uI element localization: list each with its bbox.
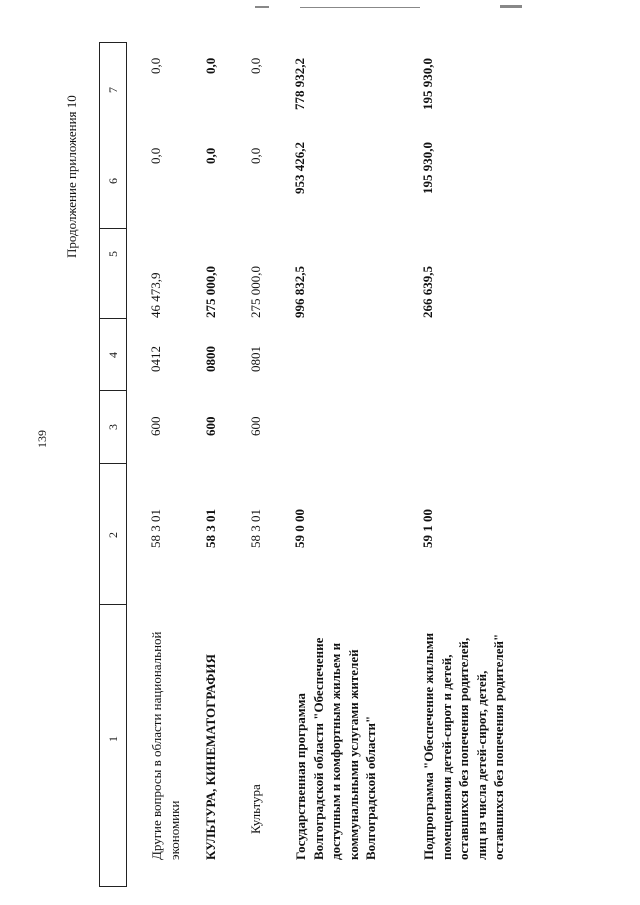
cell-vr: 600 [248, 416, 263, 436]
column-header: 7 [106, 87, 120, 93]
cell-code: 58 3 01 [203, 509, 218, 548]
column-header: 6 [106, 178, 120, 184]
column-header: 4 [106, 352, 120, 358]
cell-sum-2014: 275 000,0 [203, 266, 218, 318]
column-divider [99, 604, 127, 605]
column-divider [99, 228, 127, 229]
cell-rz: 0801 [248, 346, 263, 372]
cell-code: 59 1 00 [420, 509, 435, 548]
cell-code: 58 3 01 [148, 509, 163, 548]
cell-vr: 600 [203, 416, 218, 436]
scan-artifact [300, 7, 420, 8]
cell-sum-2014: 275 000,0 [248, 266, 263, 318]
column-divider [99, 390, 127, 391]
row-name: Государственная программа Волгоградской области "Обеспечение доступным и комфортным жильем и коммунальными услугами жителей Волгоградской области" [293, 637, 378, 860]
cell-sum-2014: 46 473,9 [148, 272, 163, 318]
cell-rz: 0412 [148, 346, 163, 372]
table-border-bottom [99, 886, 127, 887]
table-border-top [99, 42, 127, 43]
cell-sum-2015: 953 426,2 [292, 142, 307, 194]
cell-sum-2015: 0,0 [203, 147, 218, 164]
cell-sum-2015: 0,0 [148, 147, 163, 164]
row-name: Подпрограмма "Обеспечение жилыми помещениями детей-сирот и детей, оставшихся без попечения родителей, лиц из числа детей-сирот, детей, оставшихся без попечения родителей" [421, 632, 506, 860]
table-border-left [99, 42, 100, 887]
cell-sum-2015: 0,0 [248, 147, 263, 164]
cell-sum-2016: 0,0 [148, 57, 163, 74]
table-header-border [126, 42, 127, 887]
page-subtitle: Продолжение приложения 10 [64, 95, 79, 258]
cell-rz: 0800 [203, 346, 218, 372]
column-header: 2 [106, 532, 120, 538]
cell-vr: 600 [148, 416, 163, 436]
page-number: 139 [35, 430, 49, 448]
cell-sum-2014: 266 639,5 [420, 266, 435, 318]
cell-sum-2016: 0,0 [203, 57, 218, 74]
column-header: 1 [106, 736, 120, 742]
cell-sum-2016: 195 930,0 [420, 58, 435, 110]
column-header: 5 [106, 251, 120, 257]
cell-sum-2016: 778 932,2 [292, 58, 307, 110]
cell-sum-2016: 0,0 [248, 57, 263, 74]
cell-sum-2014: 996 832,5 [292, 266, 307, 318]
cell-code: 59 0 00 [292, 509, 307, 548]
column-divider [99, 318, 127, 319]
column-divider [99, 463, 127, 464]
scan-artifact [500, 5, 522, 8]
cell-sum-2015: 195 930,0 [420, 142, 435, 194]
cell-code: 58 3 01 [248, 509, 263, 548]
row-name: КУЛЬТУРА, КИНЕМАТОГРАФИЯ [203, 654, 218, 860]
row-name: Другие вопросы в области национальной экономики [149, 631, 182, 860]
scan-artifact [255, 6, 269, 8]
row-name: Культура [248, 784, 263, 834]
column-header: 3 [106, 424, 120, 430]
